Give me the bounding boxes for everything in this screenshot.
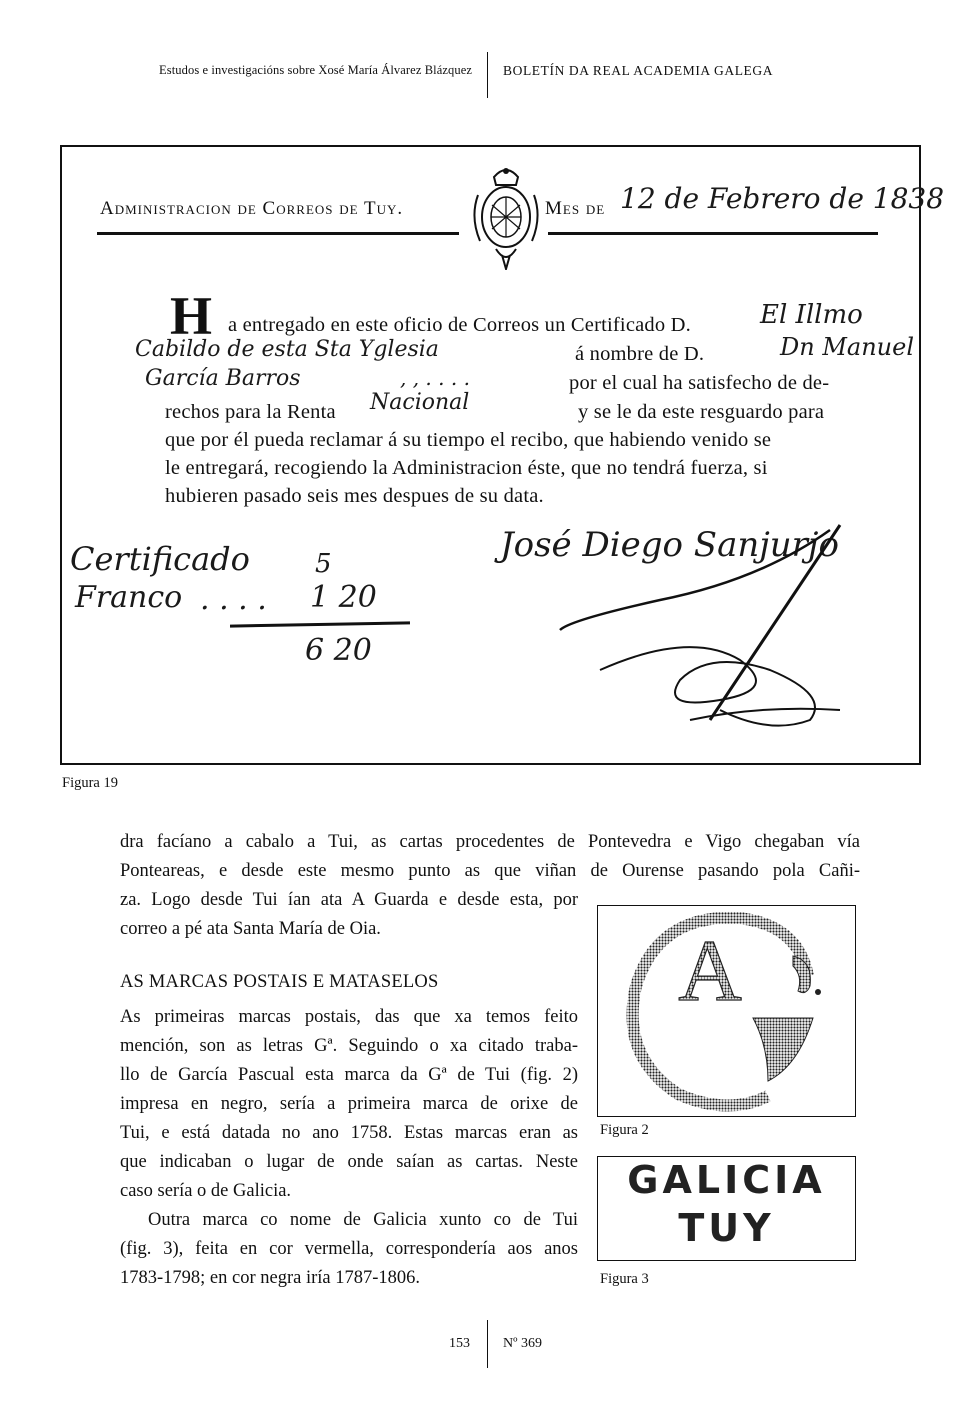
- paragraph-1-line-4: correo a pé ata Santa María de Oia.: [120, 919, 381, 939]
- receipt-line-4a: rechos para la Renta: [165, 401, 336, 423]
- paragraph-2-line-1: As primeiras marcas postais, das que xa temos feito: [120, 1007, 578, 1027]
- ga-mark-letter: A: [678, 923, 742, 1020]
- stamp-tuy: TUY: [678, 1206, 775, 1250]
- receipt-line-4b: y se le da este resguardo para: [578, 401, 825, 423]
- handwritten-date: 12 de Febrero de 1838: [620, 182, 945, 215]
- issue-number: Nº 369: [503, 1336, 542, 1351]
- handwritten-amount-1: 5: [315, 549, 332, 579]
- paragraph-1-line-1: dra facíano a cabalo a Tui, as cartas procedentes de Pontevedra e Vigo chegaban vía: [120, 832, 860, 852]
- footer-divider: [487, 1320, 488, 1368]
- figure-2-caption: Figura 2: [600, 1122, 649, 1138]
- paragraph-2-line-5: Tui, e está datada no ano 1758. Estas marcas eran as: [120, 1123, 578, 1143]
- receipt-line-3: por el cual ha satisfecho de de-: [569, 372, 830, 394]
- paragraph-3-line-1: Outra marca co nome de Galicia xunto co de Tui: [148, 1210, 578, 1230]
- figure-3-caption: Figura 3: [600, 1271, 649, 1287]
- receipt-line-2: á nombre de D.: [575, 343, 705, 365]
- handwritten-franco-dots: . . . .: [200, 582, 267, 617]
- handwritten-sender-1: El Illmo: [760, 300, 863, 330]
- receipt-title-rule-right: [548, 232, 878, 235]
- receipt-line-1: a entregado en este oficio de Correos un Certificado D.: [228, 314, 691, 336]
- paragraph-1-line-3: za. Logo desde Tui ían ata A Guarda e desde esta, por: [120, 890, 578, 910]
- receipt-line-7: hubieren pasado seis mes despues de su data.: [165, 485, 544, 507]
- figure-19-caption: Figura 19: [62, 775, 118, 791]
- header-divider: [487, 52, 488, 98]
- stamp-galicia: GALICIA: [627, 1158, 826, 1202]
- paragraph-2-line-3: llo de García Pascual esta marca da Gª de Tui (fig. 2): [120, 1065, 578, 1085]
- section-heading: AS MARCAS POSTAIS E MATASELOS: [120, 972, 439, 992]
- handwritten-sender-2: Cabildo de esta Sta Yglesia: [135, 337, 439, 362]
- receipt-line-5: que por él pueda reclamar á su tiempo el recibo, que habiendo venido se: [165, 429, 772, 451]
- signature-flourish-icon: [540, 520, 890, 750]
- receipt-title-rule-left: [97, 232, 459, 235]
- paragraph-3-line-3: 1783-1798; en cor negra iría 1787-1806.: [120, 1268, 421, 1288]
- receipt-dropcap: H: [170, 286, 213, 346]
- royal-crest-icon: [466, 165, 546, 270]
- handwritten-signature: José Diego Sanjurjo: [500, 525, 839, 565]
- paragraph-2-line-7: caso sería o de Galicia.: [120, 1181, 292, 1201]
- paragraph-2-line-6: que indicaban o lugar de onde saían as cartas. Neste: [120, 1152, 578, 1172]
- handwritten-renta: Nacional: [370, 390, 470, 415]
- handwritten-recipient-1: Dn Manuel: [780, 333, 915, 361]
- page-number: 153: [449, 1336, 470, 1351]
- handwritten-amount-2: 1 20: [310, 580, 377, 615]
- running-header-left: Estudos e investigacións sobre Xosé María Álvarez Blázquez: [159, 63, 472, 77]
- ga-postal-mark-icon: [598, 906, 854, 1115]
- paragraph-3-line-2: (fig. 3), feita en cor vermella, correspondería aos anos: [120, 1239, 578, 1259]
- handwritten-franco: Franco: [75, 580, 183, 615]
- paragraph-1-line-2: Ponteareas, e desde este mesmo punto as que viñan de Ourense pasando pola Cañi-: [120, 861, 860, 881]
- paragraph-2-line-4: impresa en negro, sería a primeira marca de orixe de: [120, 1094, 578, 1114]
- receipt-line-6: le entregará, recogiendo la Administracion éste, que no tendrá fuerza, si: [165, 457, 768, 479]
- handwritten-certificado: Certificado: [70, 540, 250, 578]
- receipt-month-label: Mes de: [545, 198, 606, 219]
- running-header-right: BOLETÍN DA REAL ACADEMIA GALEGA: [503, 63, 774, 78]
- handwritten-total: 6 20: [305, 633, 372, 668]
- figure-2-frame: [597, 905, 856, 1117]
- paragraph-2-line-2: mención, son as letras Gª. Seguindo o xa citado traba-: [120, 1036, 578, 1056]
- handwritten-dots: , , . . . .: [400, 366, 470, 390]
- receipt-title: Administracion de Correos de Tuy.: [100, 198, 404, 219]
- handwritten-recipient-2: García Barros: [145, 366, 301, 391]
